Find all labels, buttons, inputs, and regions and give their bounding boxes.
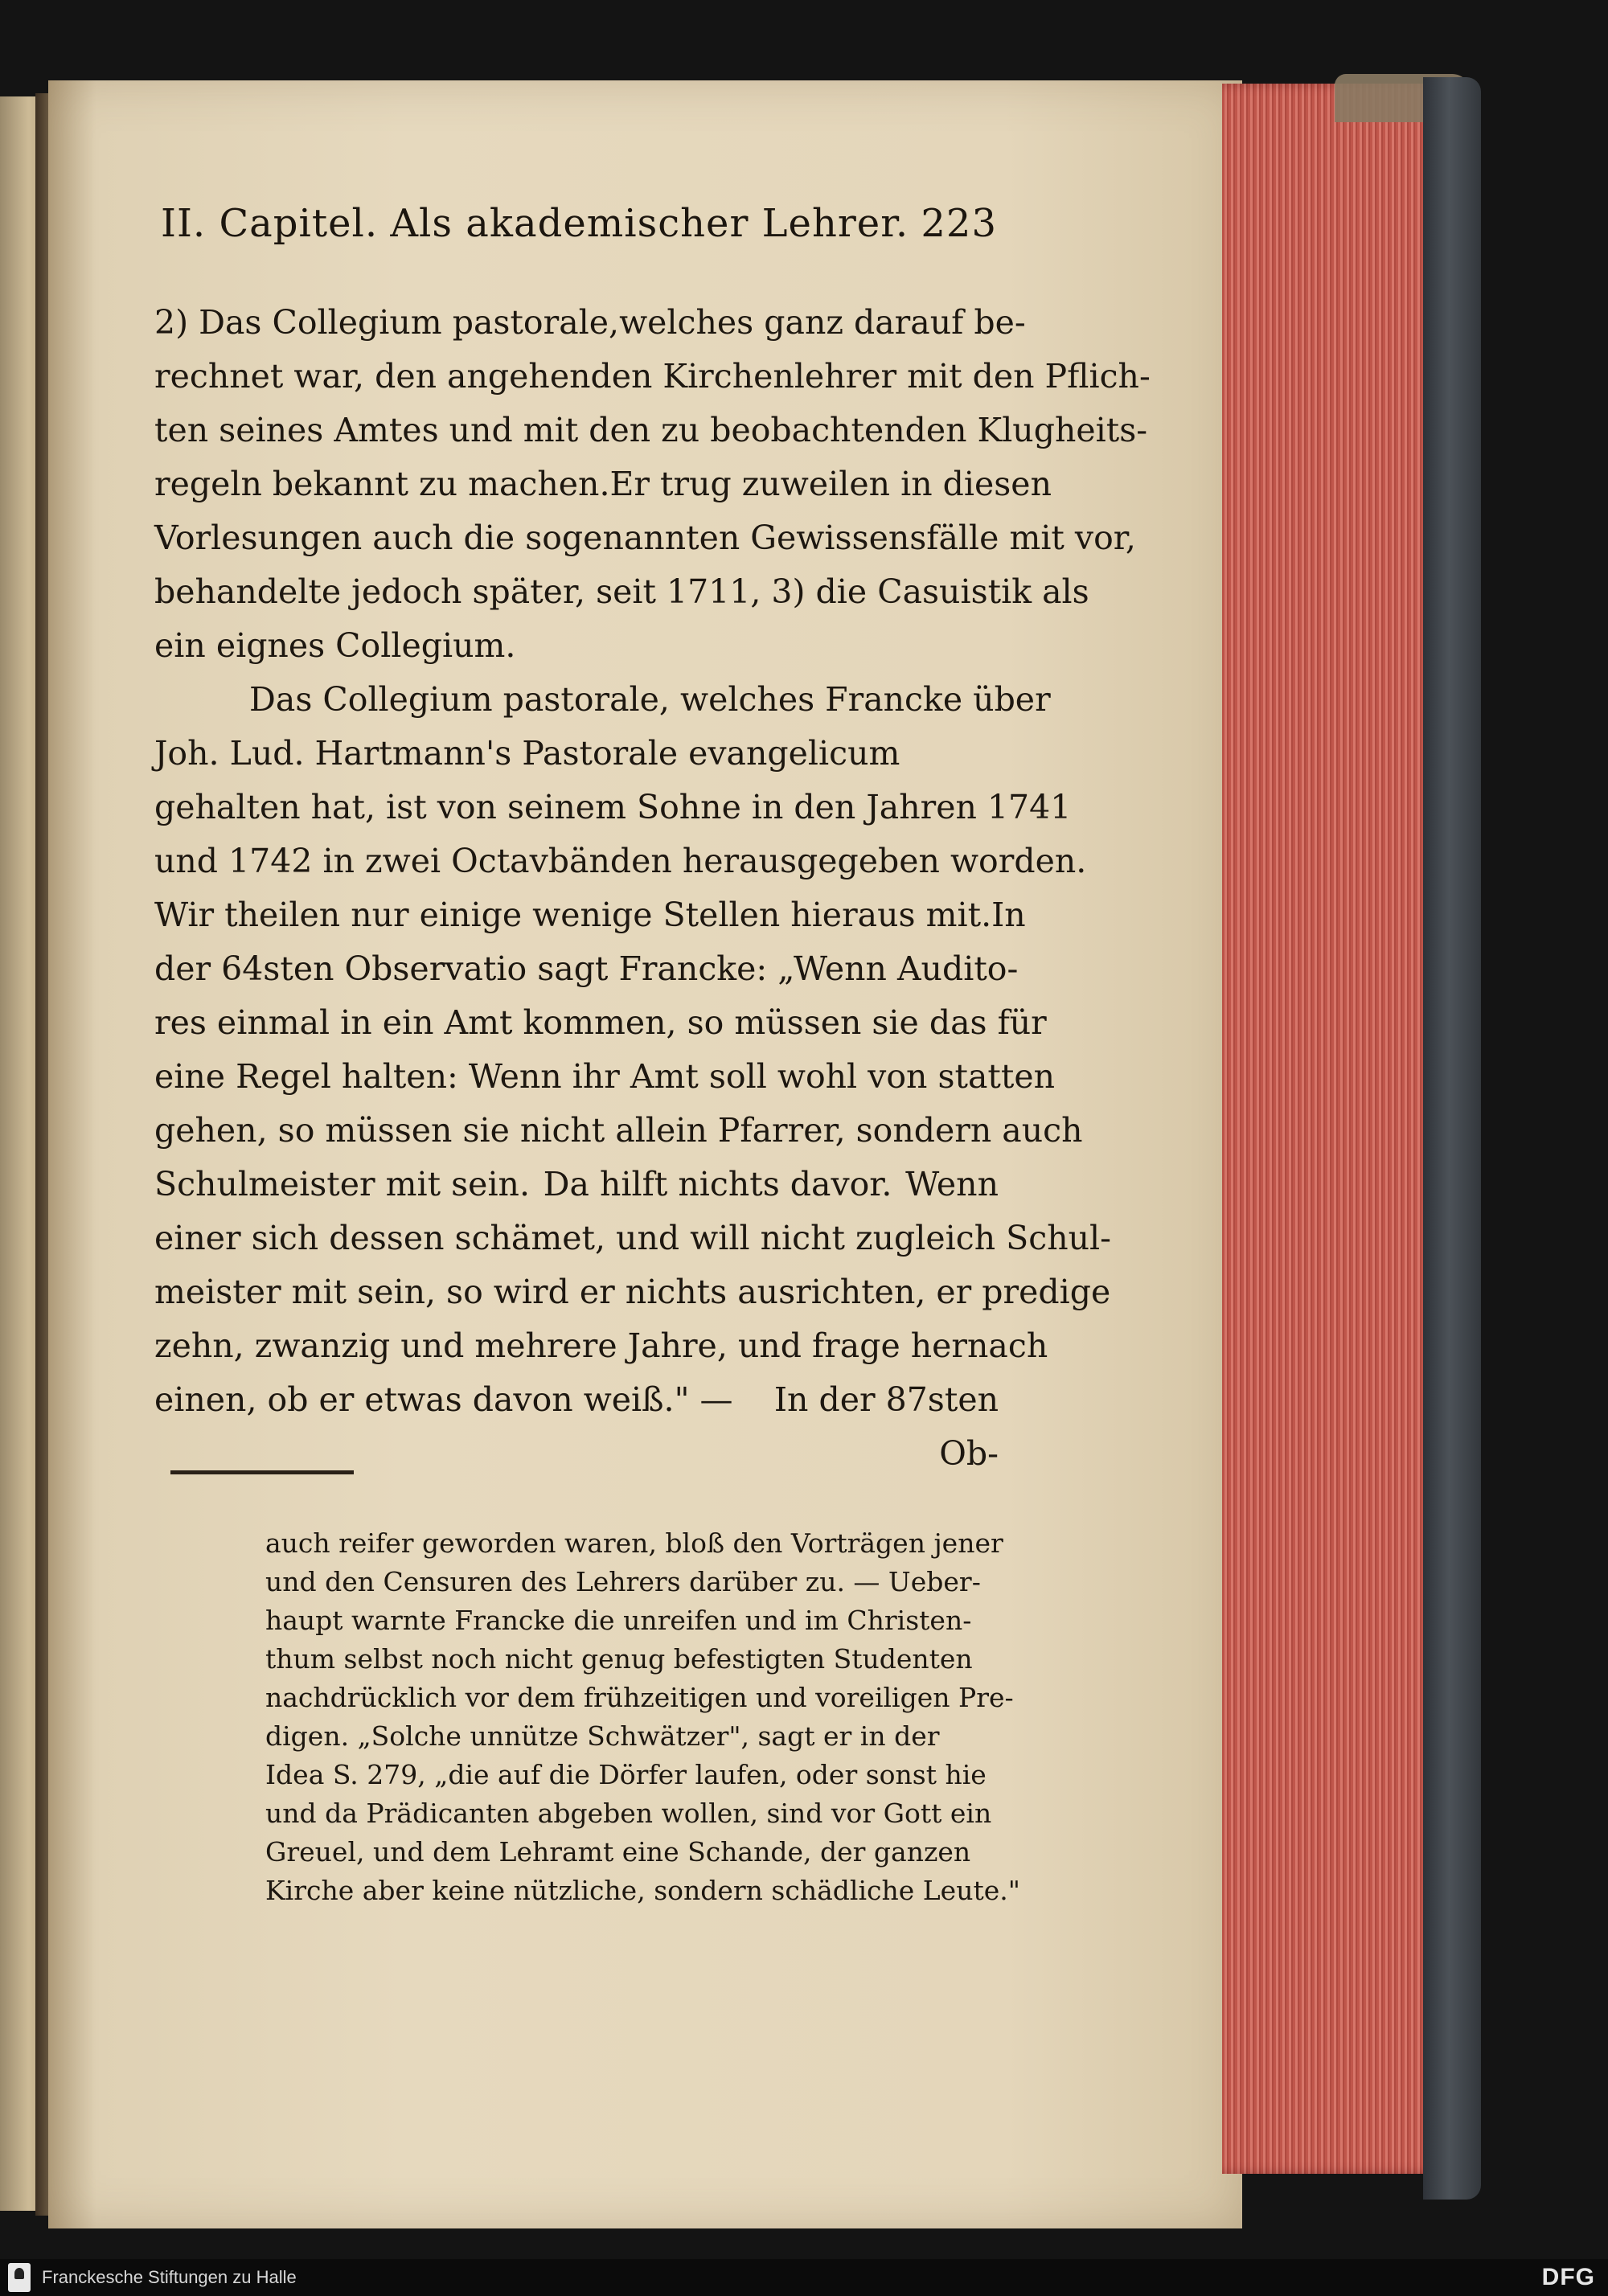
footnote-line: Idea S. 279, „die auf die Dörfer laufen, oder sonst hie: [265, 1759, 987, 1790]
paragraph-start: Das Collegium pastorale, welches Francke über: [249, 680, 1051, 719]
red-page-edges: [1222, 84, 1439, 2174]
text-line: eine Regel halten: Wenn ihr Amt soll wohl von statten: [154, 1057, 1056, 1096]
footnote-rule: [170, 1470, 354, 1474]
catchword: Ob-: [939, 1434, 999, 1473]
footnote-line: Kirche aber keine nützliche, sondern schädliche Leute.": [265, 1875, 1020, 1906]
text-line: einer sich dessen schämet, und will nicht zugleich Schul-: [154, 1219, 1111, 1257]
footnote-line: nachdrücklich vor dem frühzeitigen und voreiligen Pre-: [265, 1682, 1014, 1713]
text-line: Vorlesungen auch die sogenannten Gewissensfälle mit vor,: [154, 519, 1136, 557]
footnote-line: und da Prädicanten abgeben wollen, sind vor Gott ein: [265, 1798, 992, 1829]
footnote-line: auch reifer geworden waren, bloß den Vorträgen jener: [265, 1527, 1003, 1559]
footnote-line: digen. „Solche unnütze Schwätzer", sagt er in der: [265, 1720, 940, 1752]
text-line: regeln bekannt zu machen. Er trug zuweilen in diesen: [154, 465, 1052, 503]
text-line: einen, ob er etwas davon weiß." — In der 87sten: [154, 1380, 999, 1419]
text-line: der 64sten Observatio sagt Francke: „Wenn Audito-: [154, 949, 1019, 988]
institution-logo-icon: [8, 2263, 31, 2292]
footnote-line: und den Censuren des Lehrers darüber zu. — Ueber-: [265, 1566, 981, 1597]
text-line: Joh. Lud. Hartmann's Pastorale evangelicum: [154, 734, 900, 773]
book-cover: [1423, 77, 1481, 2200]
text-line: und 1742 in zwei Octavbänden herausgegeben worden.: [154, 842, 1087, 880]
footnote-text: [265, 1524, 1020, 1910]
footnote-line: Greuel, und dem Lehramt eine Schande, der ganzen: [265, 1836, 971, 1868]
text-line: gehen, so müssen sie nicht allein Pfarrer, sondern auch: [154, 1111, 1083, 1150]
text-line: res einmal in ein Amt kommen, so müssen sie das für: [154, 1003, 1047, 1042]
main-text: [154, 296, 1151, 1481]
page-number: 223: [921, 201, 997, 246]
text-line: gehalten hat, ist von seinem Sohne in den Jahren 1741: [154, 788, 1072, 826]
running-header: [161, 201, 997, 246]
chapter-label: II. Capitel.: [161, 201, 379, 246]
viewer-footer: [0, 2259, 1608, 2296]
text-line: zehn, zwanzig und mehrere Jahre, und frage hernach: [154, 1326, 1048, 1365]
text-line: ten seines Amtes und mit den zu beobachtenden Klugheits-: [154, 411, 1148, 449]
footnote-line: haupt warnte Francke die unreifen und im Christen-: [265, 1605, 972, 1636]
text-line: behandelte jedoch später, seit 1711, 3) die Casuistik als: [154, 572, 1089, 611]
footnote-line: thum selbst noch nicht genug befestigten Studenten: [265, 1643, 973, 1675]
text-line: Wir theilen nur einige wenige Stellen hieraus mit. In: [154, 896, 1026, 934]
institution-name: Franckesche Stiftungen zu Halle: [42, 2267, 297, 2287]
text-line: Schulmeister mit sein. Da hilft nichts davor. Wenn: [154, 1165, 999, 1203]
text-line: meister mit sein, so wird er nichts ausrichten, er predige: [154, 1273, 1111, 1311]
text-line: 2) Das Collegium pastorale, welches ganz darauf be-: [154, 303, 1026, 342]
text-line: rechnet war, den angehenden Kirchenlehrer mit den Pflich-: [154, 357, 1151, 396]
dfg-logo: DFG: [1541, 2264, 1595, 2290]
chapter-title: Als akademischer Lehrer.: [390, 201, 909, 246]
text-line: ein eignes Collegium.: [154, 626, 516, 665]
